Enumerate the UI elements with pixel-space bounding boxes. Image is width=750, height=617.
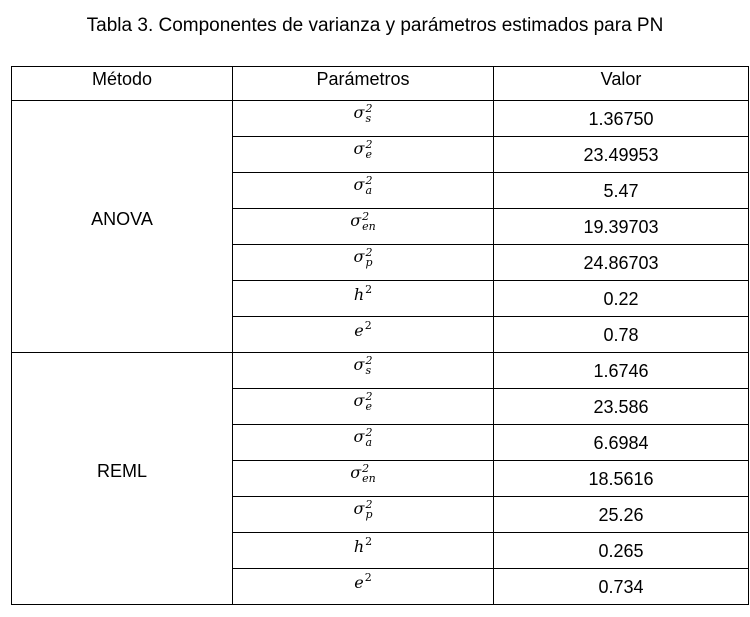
- parameter-superscript: 2: [365, 425, 373, 439]
- table-row: [12, 101, 749, 137]
- parameter-base: σ: [353, 103, 365, 123]
- parameter-superscript: 2: [365, 283, 373, 296]
- value-cell: 0.265: [494, 533, 749, 569]
- table-caption: Tabla 3. Componentes de varianza y parámetros estimados para PN: [86, 15, 664, 36]
- parameter-symbol: [354, 247, 373, 268]
- parameter-cell: [233, 101, 494, 137]
- header-value: Valor: [494, 67, 749, 101]
- parameter-symbol: [354, 499, 373, 520]
- value-cell: 24.86703: [494, 245, 749, 281]
- parameter-superscript: 2: [365, 535, 373, 548]
- table-header-row: [12, 67, 749, 101]
- method-label: ANOVA: [91, 208, 153, 229]
- parameter-cell: [233, 281, 494, 317]
- parameter-base: h: [353, 537, 365, 556]
- value-cell: 23.49953: [494, 137, 749, 173]
- parameter-base: σ: [350, 211, 362, 231]
- parameter-base: σ: [350, 463, 362, 483]
- parameter-base: σ: [353, 175, 365, 195]
- parameter-subscript: s: [365, 363, 372, 377]
- header-params: Parámetros: [233, 67, 494, 101]
- parameter-cell: [233, 425, 494, 461]
- parameter-subscript: a: [365, 435, 373, 449]
- value-cell: 0.78: [494, 317, 749, 353]
- parameter-superscript: 2: [365, 101, 373, 115]
- parameter-symbol: [354, 427, 373, 448]
- parameter-cell: [233, 569, 494, 605]
- parameter-subscript: e: [365, 147, 372, 161]
- parameter-subscript: p: [365, 507, 373, 521]
- value-cell: 1.6746: [494, 353, 749, 389]
- parameter-superscript: 2: [365, 389, 373, 403]
- value-cell: 6.6984: [494, 425, 749, 461]
- value-cell: 5.47: [494, 173, 749, 209]
- parameter-cell: [233, 245, 494, 281]
- parameter-superscript: 2: [365, 173, 373, 187]
- parameter-base: σ: [353, 247, 365, 267]
- parameter-cell: [233, 209, 494, 245]
- parameter-subscript: en: [362, 219, 376, 233]
- parameter-cell: [233, 137, 494, 173]
- parameter-cell: [233, 497, 494, 533]
- value-cell: 23.586: [494, 389, 749, 425]
- parameter-symbol: [354, 283, 372, 304]
- parameter-symbol: [350, 211, 376, 232]
- value-cell: 0.22: [494, 281, 749, 317]
- parameter-symbol: [354, 571, 371, 592]
- parameter-superscript: 2: [364, 319, 372, 332]
- method-cell: [12, 353, 233, 605]
- value-cell: 25.26: [494, 497, 749, 533]
- parameter-symbol: [350, 463, 376, 484]
- parameter-superscript: 2: [365, 137, 373, 151]
- parameter-symbol: [354, 535, 372, 556]
- parameter-subscript: p: [365, 255, 373, 269]
- table-row: [12, 353, 749, 389]
- parameter-superscript: 2: [362, 209, 370, 223]
- value-cell: 18.5616: [494, 461, 749, 497]
- parameter-subscript: s: [365, 111, 372, 125]
- parameter-superscript: 2: [365, 353, 373, 367]
- parameter-symbol: [354, 355, 373, 376]
- parameter-cell: [233, 317, 494, 353]
- parameter-subscript: a: [365, 183, 373, 197]
- parameter-cell: [233, 353, 494, 389]
- parameter-symbol: [354, 103, 373, 124]
- value-cell: 0.734: [494, 569, 749, 605]
- variance-components-table: [11, 66, 749, 605]
- parameter-base: e: [354, 321, 364, 340]
- parameter-base: σ: [353, 391, 365, 411]
- parameter-base: σ: [353, 499, 365, 519]
- value-cell: 1.36750: [494, 101, 749, 137]
- parameter-cell: [233, 173, 494, 209]
- parameter-cell: [233, 389, 494, 425]
- parameter-base: σ: [353, 139, 365, 159]
- parameter-superscript: 2: [365, 497, 373, 511]
- header-method: Método: [12, 67, 233, 101]
- parameter-subscript: e: [365, 399, 372, 413]
- parameter-base: e: [354, 573, 364, 592]
- parameter-symbol: [354, 139, 373, 160]
- parameter-base: h: [353, 285, 365, 304]
- parameter-symbol: [354, 175, 373, 196]
- method-label: REML: [96, 460, 147, 481]
- parameter-cell: [233, 533, 494, 569]
- parameter-superscript: 2: [365, 245, 373, 259]
- parameter-cell: [233, 461, 494, 497]
- parameter-symbol: [354, 391, 373, 412]
- parameter-base: σ: [353, 427, 365, 447]
- parameter-superscript: 2: [362, 461, 370, 475]
- parameter-symbol: [354, 319, 371, 340]
- parameter-subscript: en: [362, 471, 376, 485]
- value-cell: 19.39703: [494, 209, 749, 245]
- method-cell: [12, 101, 233, 353]
- parameter-base: σ: [353, 355, 365, 375]
- parameter-superscript: 2: [364, 571, 372, 584]
